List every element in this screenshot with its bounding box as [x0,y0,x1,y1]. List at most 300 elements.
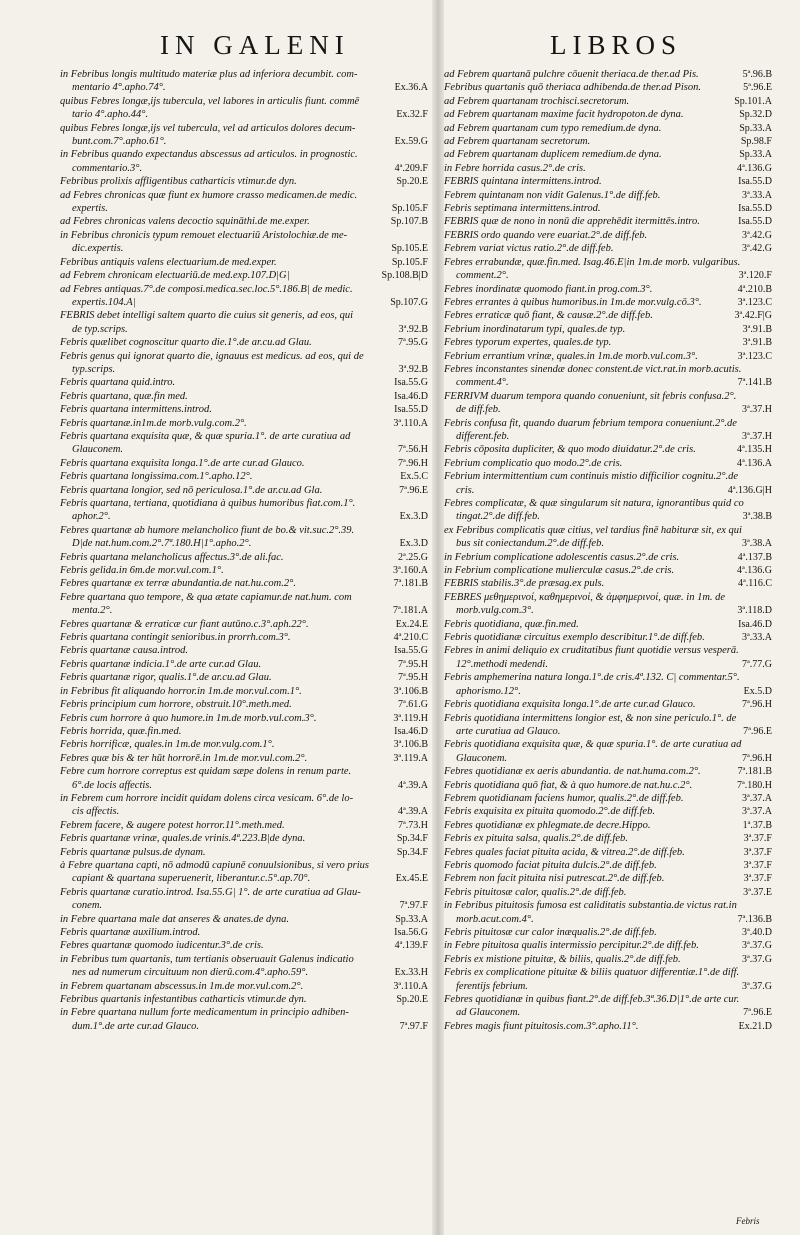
entry-text: conem. [72,900,103,912]
entry-reference: Sp.98.F [740,136,772,148]
index-entry-line [60,953,428,966]
index-entry [444,363,772,390]
index-entry [60,993,428,1006]
index-entry [444,819,772,832]
entry-reference: Ex.3.D [399,538,428,550]
entry-text: Febris quotidiana exquisita quæ, & quæ spuria.1°. de arte curatiua ad [444,739,742,751]
index-entry-line [60,68,428,81]
index-entry-line [444,537,772,550]
entry-text: Febris pituitosæ cur calor inæqualis.2°.de diff.feb. [444,927,657,938]
entry-reference: Ex.21.D [738,1020,772,1032]
index-entry-line [444,805,772,818]
entry-text: Febris quartana melancholicus affectus.3°.de ali.fac. [60,551,284,563]
index-entry-line [60,323,428,336]
index-entry-line [444,779,772,792]
entry-reference: Sp.33.A [739,149,772,161]
index-entry-line [444,926,772,939]
entry-text: Febris cum horrore à quo humore.in 1m.de morb.vul.com.3°. [60,712,317,724]
entry-reference: 3ª.37.G [742,953,772,965]
index-entry [60,68,428,95]
entry-text: morb.vulg.com.3°. [456,605,534,617]
entry-reference: 7ª.181.A [393,605,428,617]
entry-reference: 4ª.137.B [737,551,772,563]
entry-reference: 7ª.136.B [737,913,772,925]
index-entry-line [60,899,428,912]
index-entry-line [60,283,428,296]
index-entry-line [60,484,428,497]
entry-reference: 7ª.95.G [398,337,428,349]
index-entry [444,832,772,845]
entry-reference: Sp.105.F [391,256,428,268]
index-entry-line [60,752,428,765]
index-entry-line [60,993,428,1006]
index-entry-line [444,1006,772,1019]
entry-reference: 5ª.96.B [742,69,772,80]
index-entry-line [60,832,428,845]
entry-text: in Febribus chronicis typum remouet electuariū Aristolochiæ.de me- [60,229,348,241]
index-entry [60,658,428,671]
entry-reference: 4ª.39.A [398,779,428,791]
entry-text: commentario.3°. [72,162,143,174]
entry-text: Febris ex pituita salsa, qualis.2°.de diff.feb. [444,833,628,845]
entry-reference: Ex.24.E [395,618,428,630]
entry-reference: 4ª.136.G [737,565,772,577]
index-entry [60,685,428,698]
index-entry-line [444,725,772,738]
index-entry-line [60,269,428,282]
index-entry [60,309,428,336]
index-entry-line [60,551,428,564]
index-entry-line [60,215,428,228]
index-entry-line [60,926,428,939]
entry-text: Febris ex complicatione pituitæ & biliis quatuor differentiæ.1°.de diff. [444,967,740,979]
entry-reference: 7ª.96.H [742,752,772,764]
index-entry-line [444,899,772,912]
index-entry-line [60,430,428,443]
index-entry [444,162,772,175]
entry-text: Febres errantes à quibus humoribus.in 1m.de mor.vulg.cō.3°. [444,296,702,308]
index-entry [60,269,428,282]
index-entry-line [60,564,428,577]
entry-reference: 4ª.136.A [737,457,772,469]
entry-text: in Febribus quando expectandus abscessus ad articulos. in prognostic. [60,149,358,161]
entry-reference: 3ª.33.A [742,189,772,201]
index-entry-line [60,162,428,175]
index-entry-line [60,819,428,832]
index-entry [60,698,428,711]
index-entry-line [60,671,428,684]
entry-text: FEBRIS quintana intermittens.introd. [444,176,602,188]
index-entry-line [444,390,772,403]
entry-reference: 3ª.37.G [742,980,772,992]
entry-text: FERRIVM duarum tempora quando conueniunt, sit febris confusa.2°. [444,390,737,402]
index-entry [444,765,772,778]
entry-text: Febrium errantium vrinæ, quales.in 1m.de morb.vul.com.3°. [444,350,698,362]
entry-text: Febres magis fiunt pituitosis.com.3°.apho.11°. [444,1020,639,1032]
entry-reference: Isa.46.D [394,725,428,737]
index-entry-line [444,886,772,899]
index-entry-line [60,497,428,510]
entry-reference: 7ª.181.B [393,578,428,590]
index-entry [60,577,428,590]
index-entry-line [60,738,428,751]
entry-text: Febris quartanæ curatio.introd. Isa.55.G| 1°. de arte curatiua ad Glau- [60,886,361,898]
entry-text: Febris gelida.in 6m.de mor.vul.com.1°. [60,565,224,577]
index-entry-line [60,939,428,952]
index-entry [444,175,772,188]
index-entry [444,846,772,859]
entry-reference: 3ª.42.G [742,229,772,241]
entry-text: in Febribus pituitosis fumosa est caliditatis substantia.de victus rat.in [444,900,737,912]
entry-reference: 2ª.25.G [398,551,428,563]
index-entry-line [444,631,772,644]
index-entry [444,671,772,698]
entry-text: quibus Febres longæ,ijs tubercula, vel labores in articulis fiunt. commē [60,95,360,107]
entry-reference: 3ª.110.A [393,980,428,992]
index-entry [444,189,772,202]
index-entry-line [60,363,428,376]
entry-reference: 3ª.110.A [393,417,428,429]
index-entry-line [60,256,428,269]
entry-reference: Ex.32.F [396,109,428,121]
index-entry [444,792,772,805]
index-entry [60,564,428,577]
entry-reference: Sp.33.A [395,913,428,925]
index-entry [444,926,772,939]
index-entry [444,457,772,470]
entry-text: Febribus antiquis valens electuarium.de med.exper. [60,256,277,268]
entry-text: Febris quomodo faciat pituita dulcis.2°.de diff.feb. [444,859,657,871]
entry-reference: 3ª.33.A [742,632,772,644]
index-entry-line [444,202,772,215]
index-entry [60,215,428,228]
entry-reference: Ex.59.G [394,136,428,148]
entry-text: Febris quartana, quæ.fin med. [60,390,188,402]
entry-text: Febres in animi deliquio ex cruditatibus fiunt quotidie versus vesperā. [444,645,739,657]
entry-text: Febrem non facit pituita nisi putrescat.2°.de diff.feb. [444,873,665,885]
entry-text: quibus Febres longæ,ijs vel tubercula, vel ad articulos dolores decum- [60,122,356,134]
index-entry [444,390,772,417]
entry-reference: 7ª.95.H [398,672,428,684]
index-entry-line [444,363,772,376]
entry-reference: 4ª.210.C [393,632,428,644]
index-entry-line [60,779,428,792]
entry-reference: 7ª.141.B [737,377,772,389]
index-entry-line [60,122,428,135]
index-entry-line [60,1006,428,1019]
entry-text: Febrem facere, & augere potest horror.11°.meth.med. [60,819,285,831]
entry-reference: 3ª.92.B [398,363,428,375]
index-entry-line [444,162,772,175]
entry-text: in Febre quartana nullum forte medicamentum in principio adhiben- [60,1007,349,1019]
index-entry [444,524,772,551]
entry-text: ad Febrem quartanam duplicem remedium.de dyna. [444,149,662,161]
index-entry-line [444,175,772,188]
index-entry-line [444,993,772,1006]
entry-reference: 4ª.139.F [394,940,428,952]
index-entry-line [444,738,772,751]
index-entry [444,229,772,242]
index-entry [444,591,772,618]
index-entry-line [444,403,772,416]
entry-reference: 3ª.120.F [738,270,772,282]
index-entry [444,551,772,564]
index-entry-line [60,591,428,604]
entry-reference: Isa.55.G [394,645,428,657]
entry-reference: Sp.108.B|D [381,270,428,282]
index-entry [60,430,428,457]
index-entry [444,283,772,296]
index-entry-line [60,95,428,108]
entry-text: in Febrem cum horrore incidit quidam dolens circa vesicam. 6°.de lo- [60,792,354,804]
index-entry-line [60,336,428,349]
entry-text: Febris quotidiana, quæ.fin.med. [444,618,579,630]
index-entry [60,229,428,256]
index-entry [444,859,772,872]
entry-text: Febrium complicatio quo modo.2°.de cris. [444,457,623,469]
entry-text: Febres quales faciat pituita acida, & vitrea.2°.de diff.feb. [444,846,685,858]
index-entry-line [60,913,428,926]
index-entry [60,644,428,657]
index-entry-line [60,725,428,738]
entry-reference: 3ª.106.B [393,685,428,697]
index-entry [444,644,772,671]
entry-text: cris. [456,484,475,496]
index-entry-line [60,229,428,242]
entry-text: Febris quartanæ auxilium.introd. [60,927,201,938]
index-entry [444,577,772,590]
index-entry [444,886,772,899]
entry-text: ad Glauconem. [456,1007,521,1019]
index-entry-line [444,859,772,872]
index-entry-line [444,685,772,698]
index-entry [60,1006,428,1033]
entry-text: Febris amphemerina natura longa.1°.de cris.4ª.132. C| commentar.5°. [444,672,740,684]
entry-text: typ.scrips. [72,363,116,375]
index-entry [60,551,428,564]
entry-reference: 3ª.37.F [743,833,772,845]
entry-text: menta.2°. [72,605,113,617]
index-entry-line [60,108,428,121]
entry-reference: 3ª.123.C [737,350,772,362]
index-entry [444,336,772,349]
index-entry-line [444,872,772,885]
index-entry-line [60,805,428,818]
entry-text: Febris quælibet cognoscitur quarto die.1°.de ar.cu.ad Glau. [60,337,312,349]
entry-text: Febres erraticæ quō fiant, & causæ.2°.de diff.feb. [444,310,653,322]
index-entry [60,350,428,377]
index-entry-line [444,269,772,282]
entry-reference: 7ª.61.G [398,699,428,711]
index-entry-line [60,792,428,805]
index-entry [60,913,428,926]
index-entry [444,470,772,497]
index-entry [444,417,772,444]
index-entry-line [444,577,772,590]
index-entry-line [60,443,428,456]
entry-reference: 7ª.96.H [398,457,428,469]
index-entry [444,108,772,121]
entry-reference: Sp.20.E [396,994,428,1006]
entry-text: Febris quartana longior, sed nō periculosa.1°.de ar.cu.ad Gla. [60,484,323,496]
page-gutter [432,0,444,1235]
index-entry-line [60,350,428,363]
entry-reference: 4ª.209.F [394,162,428,174]
index-entry [444,296,772,309]
index-entry [60,457,428,470]
entry-text: in Febribus fit aliquando horror.in 1m.de mor.vul.com.1°. [60,685,302,697]
entry-text: Febris horrida, quæ.fin.med. [60,725,182,737]
entry-text: tingat.2°.de diff.feb. [456,511,540,523]
index-entry-line [444,296,772,309]
entry-text: 12°.methodi medendi. [456,658,548,670]
entry-text: ad Febrem quartanam trochisci.secretorum. [444,95,630,107]
index-entry-line [60,189,428,202]
index-entry-line [60,658,428,671]
index-entry [60,712,428,725]
entry-text: Febres quotidianæ ex aeris abundantia. de nat.huma.com.2°. [444,766,701,778]
entry-text: Febris confusa fit, quando duarum febrium tempora conueniunt.2°.de [444,417,737,429]
index-entry-line [444,95,772,108]
entry-reference: 1ª.37.B [742,819,772,831]
entry-text: Febris genus qui ignorat quarto die, ignauus est medicus. ad eos, qui de [60,350,364,362]
index-entry-line [444,309,772,322]
entry-reference: 3ª.37.F [743,846,772,858]
entry-text: à Febre quartana capti, nō admodū capiunē conuulsionibus, si vero prius [60,859,369,871]
index-entry-line [444,470,772,483]
entry-text: dic.expertis. [72,243,124,255]
entry-text: Febris cōposita dupliciter, & quo modo diuidatur.2°.de cris. [444,444,696,456]
entry-reference: 3ª.37.F [743,873,772,885]
index-entry [60,765,428,792]
index-entry-line [444,752,772,765]
entry-text: bus sit coniectandum.2°.de diff.feb. [456,538,604,550]
entry-reference: 4ª.39.A [398,806,428,818]
index-entry [444,712,772,739]
index-entry [444,309,772,322]
index-entry [444,215,772,228]
index-entry-line [60,604,428,617]
index-entry-line [444,417,772,430]
index-entry-line [60,524,428,537]
index-entry [444,953,772,966]
index-entry-line [60,390,428,403]
entry-text: Febris quotidiana quō fiat, & à quo humore.de nat.hu.c.2°. [444,779,693,791]
index-entry [60,618,428,631]
entry-text: nes ad numerum circuituum non dierū.com.4°.apho.59°. [72,967,309,979]
index-entry-line [60,698,428,711]
index-entry [60,819,428,832]
entry-text: Febris principium cum horrore, obstruit.10°.meth.med. [60,699,292,711]
entry-text: Febre quartana quo tempore, & qua ætate capiamur.de nat.hum. com [60,591,352,603]
entry-reference: 7ª.97.F [399,900,428,912]
entry-text: aphorismo.12°. [456,685,521,697]
entry-text: Febribus quartanis infestantibus catharticis vtimur.de dyn. [60,994,307,1006]
entry-reference: 7ª.97.F [399,1020,428,1032]
entry-text: in Febrem quartanam abscessus.in 1m.de mor.vul.com.2°. [60,980,304,992]
entry-reference: 7ª.56.H [398,444,428,456]
entry-reference: 3ª.37.F [743,859,772,871]
index-entry [444,350,772,363]
entry-text: FEBRIS stabilis.3°.de præsag.ex puls. [444,578,605,590]
index-entry [60,497,428,524]
index-entry [60,926,428,939]
index-entry [444,631,772,644]
index-entry-line [60,175,428,188]
index-entry [444,618,772,631]
index-entry-line [60,1020,428,1033]
entry-reference: 7ª.77.G [742,658,772,670]
entry-text: Febris ex mistione pituitæ, & biliis, qualis.2°.de diff.feb. [444,953,681,965]
entry-reference: 4ª.116.C [737,578,772,590]
index-entry [60,832,428,845]
index-entry [60,283,428,310]
entry-reference: 3ª.92.B [398,323,428,335]
entry-reference: Ex.3.D [399,511,428,523]
entry-text: Febris quotidiana intermittens longior est, & non sine periculo.1°. de [444,712,737,724]
index-entry-line [444,148,772,161]
entry-text: Febris quartanæ.in1m.de morb.vulg.com.2°. [60,417,247,429]
index-entry [444,1020,772,1033]
entry-text: Febres quartanæ ex terræ abundantia.de nat.hu.com.2°. [60,578,296,590]
entry-text: expertis.104.A| [72,296,136,308]
index-entry-line [444,497,772,510]
index-column-left [60,68,428,1228]
index-entry-line [444,618,772,631]
index-entry-line [444,350,772,363]
entry-reference: 4ª.136.G [737,162,772,174]
index-entry [444,899,772,926]
entry-text: Febris quartanæ indicia.1°.de arte cur.ad Glau. [60,658,262,670]
index-entry [60,591,428,618]
entry-text: Febris exquisita ex pituita quomodo.2°.de diff.feb. [444,806,655,818]
entry-text: cis affectis. [72,806,120,818]
index-entry-line [60,859,428,872]
entry-text: tario 4°.apho.44°. [72,109,149,121]
entry-text: Febris horrificæ, quales.in 1m.de mor.vulg.com.1°. [60,739,275,751]
entry-reference: Sp.34.F [396,833,428,845]
entry-text: Febres typorum expertes, quales.de typ. [444,337,612,349]
index-entry-line [60,376,428,389]
entry-reference: Sp.107.G [390,296,428,308]
index-entry-line [60,81,428,94]
entry-text: in Febribus longis multitudo materiæ plus ad inferiora decumbit. com- [60,69,358,80]
index-entry [60,390,428,403]
index-entry-line [444,135,772,148]
index-entry [60,376,428,389]
entry-reference: 3ª.42.G [742,243,772,255]
entry-reference: Sp.105.F [391,203,428,215]
entry-reference: 3ª.91.B [742,323,772,335]
index-entry-line [444,591,772,604]
entry-text: Febribus quartanis quō theriaca adhibenda.de ther.ad Pison. [444,82,701,94]
entry-text: ferentijs febrium. [456,980,528,992]
index-entry-line [444,81,772,94]
index-entry-line [444,658,772,671]
index-entry [60,524,428,551]
index-entry [444,698,772,711]
entry-reference: 3ª.106.B [393,739,428,751]
entry-reference: Ex.33.H [394,967,428,979]
entry-reference: 3ª.40.D [742,927,772,938]
index-entry-line [444,430,772,443]
entry-text: in Febre horrida casus.2°.de cris. [444,162,586,174]
index-entry-line [60,148,428,161]
entry-text: FEBRIS debet intelligi saltem quarto die cuius sit generis, ad eos, qui [60,310,354,322]
entry-text: Febrem quotidianam faciens humor, qualis.2°.de diff.feb. [444,792,684,804]
entry-reference: 3ª.38.A [742,538,772,550]
index-entry [60,148,428,175]
